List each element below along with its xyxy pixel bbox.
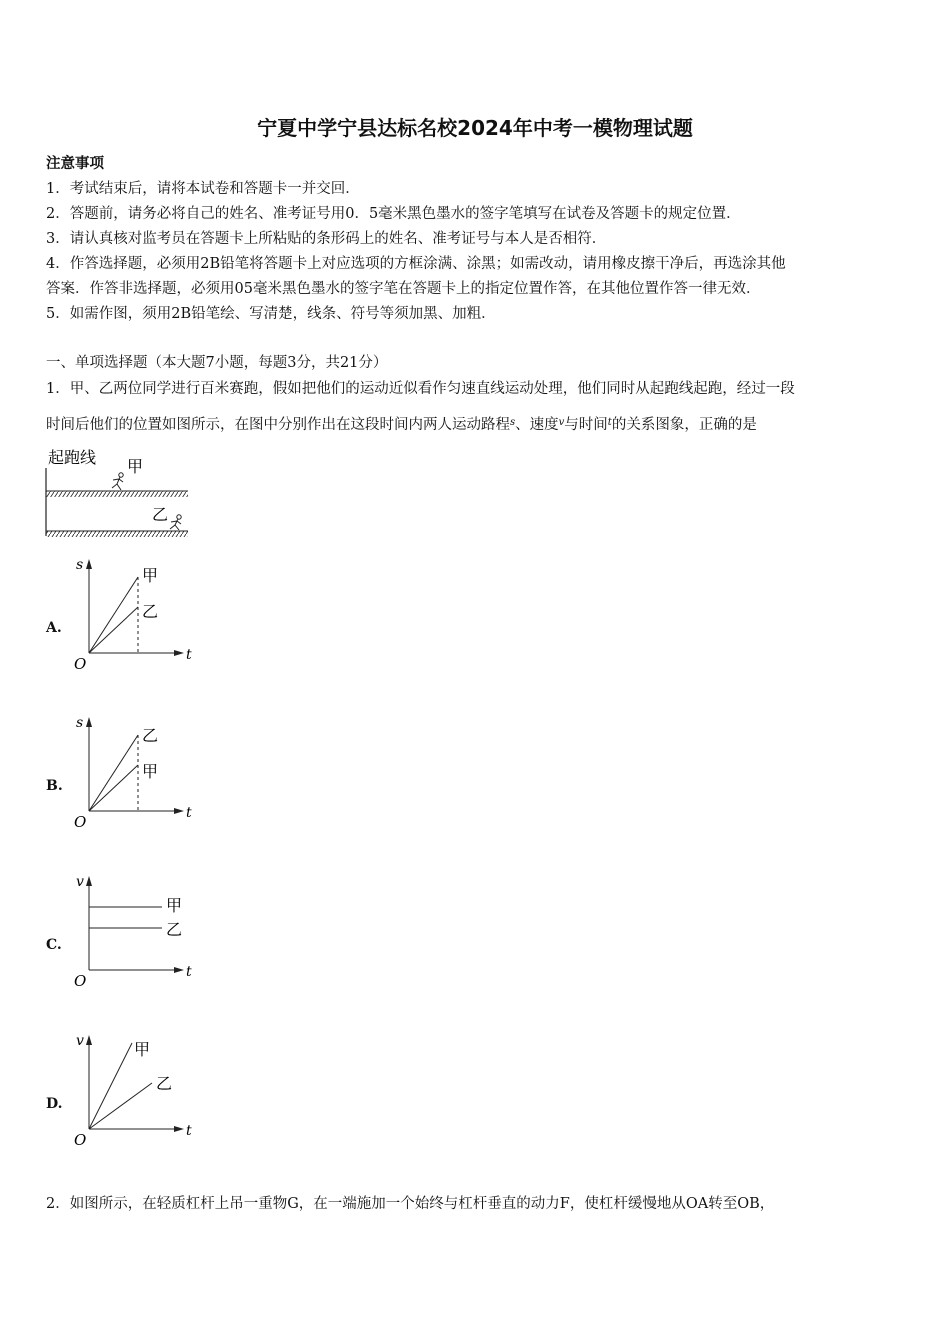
y-axis-arrow xyxy=(86,1035,92,1045)
notice-item-3: 3．请认真核对监考员在答题卡上所粘贴的条形码上的姓名、准考证号与本人是否相符． xyxy=(46,231,607,247)
y-axis-arrow xyxy=(86,876,92,886)
notice-item-2: 2．答题前，请务必将自己的姓名、准考证号用0．5毫米黑色墨水的签字笔填写在试卷及答题卡的规定位置． xyxy=(46,206,741,222)
var-t: t xyxy=(607,417,612,428)
option-b-graph xyxy=(70,711,200,831)
runner-b-icon xyxy=(170,515,181,530)
notice-item-5: 5．如需作图，须用2B铅笔绘、写清楚，线条、符号等须加黑、加粗． xyxy=(46,306,496,322)
line-upper-label: 甲 xyxy=(142,566,159,585)
line-upper xyxy=(89,1043,132,1129)
page-title: 宁夏中学宁县达标名校2024年中考一模物理试题 xyxy=(257,116,693,140)
section-heading: 一、单项选择题（本大题7小题，每题3分，共21分） xyxy=(46,355,388,371)
var-v: v xyxy=(558,417,565,428)
x-axis-arrow xyxy=(174,808,184,814)
notice-item-4-cont: 答案．作答非选择题，必须用05毫米黑色墨水的签字笔在答题卡上的指定位置作答，在其他位置作答一律无效． xyxy=(46,281,761,297)
var-s: s xyxy=(510,417,516,428)
option-a-graph xyxy=(70,553,200,673)
y-axis-arrow xyxy=(86,717,92,727)
option-c-graph xyxy=(70,870,200,990)
x-axis-arrow xyxy=(174,967,184,973)
line-lower xyxy=(89,607,138,653)
axis-label-x: t xyxy=(186,964,192,980)
option-c-label: C. xyxy=(46,937,62,953)
axis-label-x: t xyxy=(186,1123,192,1139)
x-axis-arrow xyxy=(174,650,184,656)
q1-stem-text-c: 与时间 xyxy=(564,417,608,433)
axis-label-y: s xyxy=(76,715,84,731)
line-upper-label: 甲 xyxy=(134,1040,151,1059)
line-upper xyxy=(89,735,138,811)
line-lower-label: 乙 xyxy=(156,1074,173,1093)
runner-a-icon xyxy=(112,473,123,490)
axis-label-x: t xyxy=(186,647,192,663)
option-d-label: D. xyxy=(46,1096,63,1112)
line-upper xyxy=(89,577,138,653)
axis-label-y: v xyxy=(76,1033,84,1049)
q1-stem-text-d: 的关系图象，正确的是 xyxy=(611,417,757,433)
q1-stem-text-a: 时间后他们的位置如图所示，在图中分别作出在这段时间内两人运动路程 xyxy=(46,417,510,433)
axis-label-x: t xyxy=(186,805,192,821)
q2-stem-line1: 2．如图所示，在轻质杠杆上吊一重物G，在一端施加一个始终与杠杆垂直的动力F，使杠杆缓慢地从OA转至OB， xyxy=(46,1196,775,1212)
line-upper-label: 乙 xyxy=(142,726,159,745)
track-figure xyxy=(42,444,194,544)
line-lower-label: 乙 xyxy=(142,602,159,621)
lane-divider-lower xyxy=(46,531,188,537)
option-d-graph xyxy=(70,1029,200,1149)
line-lower xyxy=(89,765,138,811)
option-b-label: B. xyxy=(46,778,63,794)
notice-heading: 注意事项 xyxy=(46,155,104,172)
origin-label: O xyxy=(74,813,87,831)
origin-label: O xyxy=(74,972,87,990)
q1-stem-line1: 1．甲、乙两位同学进行百米赛跑，假如把他们的运动近似看作匀速直线运动处理，他们同时从起跑线起跑，经过一段 xyxy=(46,381,795,397)
y-axis-arrow xyxy=(86,559,92,569)
x-axis-arrow xyxy=(174,1126,184,1132)
origin-label: O xyxy=(74,1131,87,1149)
line-upper-label: 甲 xyxy=(166,896,183,915)
line-lower-label: 甲 xyxy=(142,762,159,781)
runner-b-label: 乙 xyxy=(152,505,169,524)
line-lower-label: 乙 xyxy=(166,920,183,939)
lane-divider-upper xyxy=(46,491,188,497)
origin-label: O xyxy=(74,655,87,673)
axis-label-y: s xyxy=(76,557,84,573)
q1-stem-text-b: 、速度 xyxy=(515,417,559,433)
notice-item-1: 1．考试结束后，请将本试卷和答题卡一并交回． xyxy=(46,181,360,197)
q1-stem-line2 xyxy=(46,413,757,434)
option-a-label: A. xyxy=(46,620,62,636)
runner-a-label: 甲 xyxy=(127,457,144,476)
axis-label-y: v xyxy=(76,874,84,890)
track-start-label: 起跑线 xyxy=(48,448,97,467)
notice-item-4: 4．作答选择题，必须用2B铅笔将答题卡上对应选项的方框涂满、涂黑；如需改动，请用橡皮擦干净后，再选涂其他 xyxy=(46,256,786,272)
line-lower xyxy=(89,1083,152,1129)
